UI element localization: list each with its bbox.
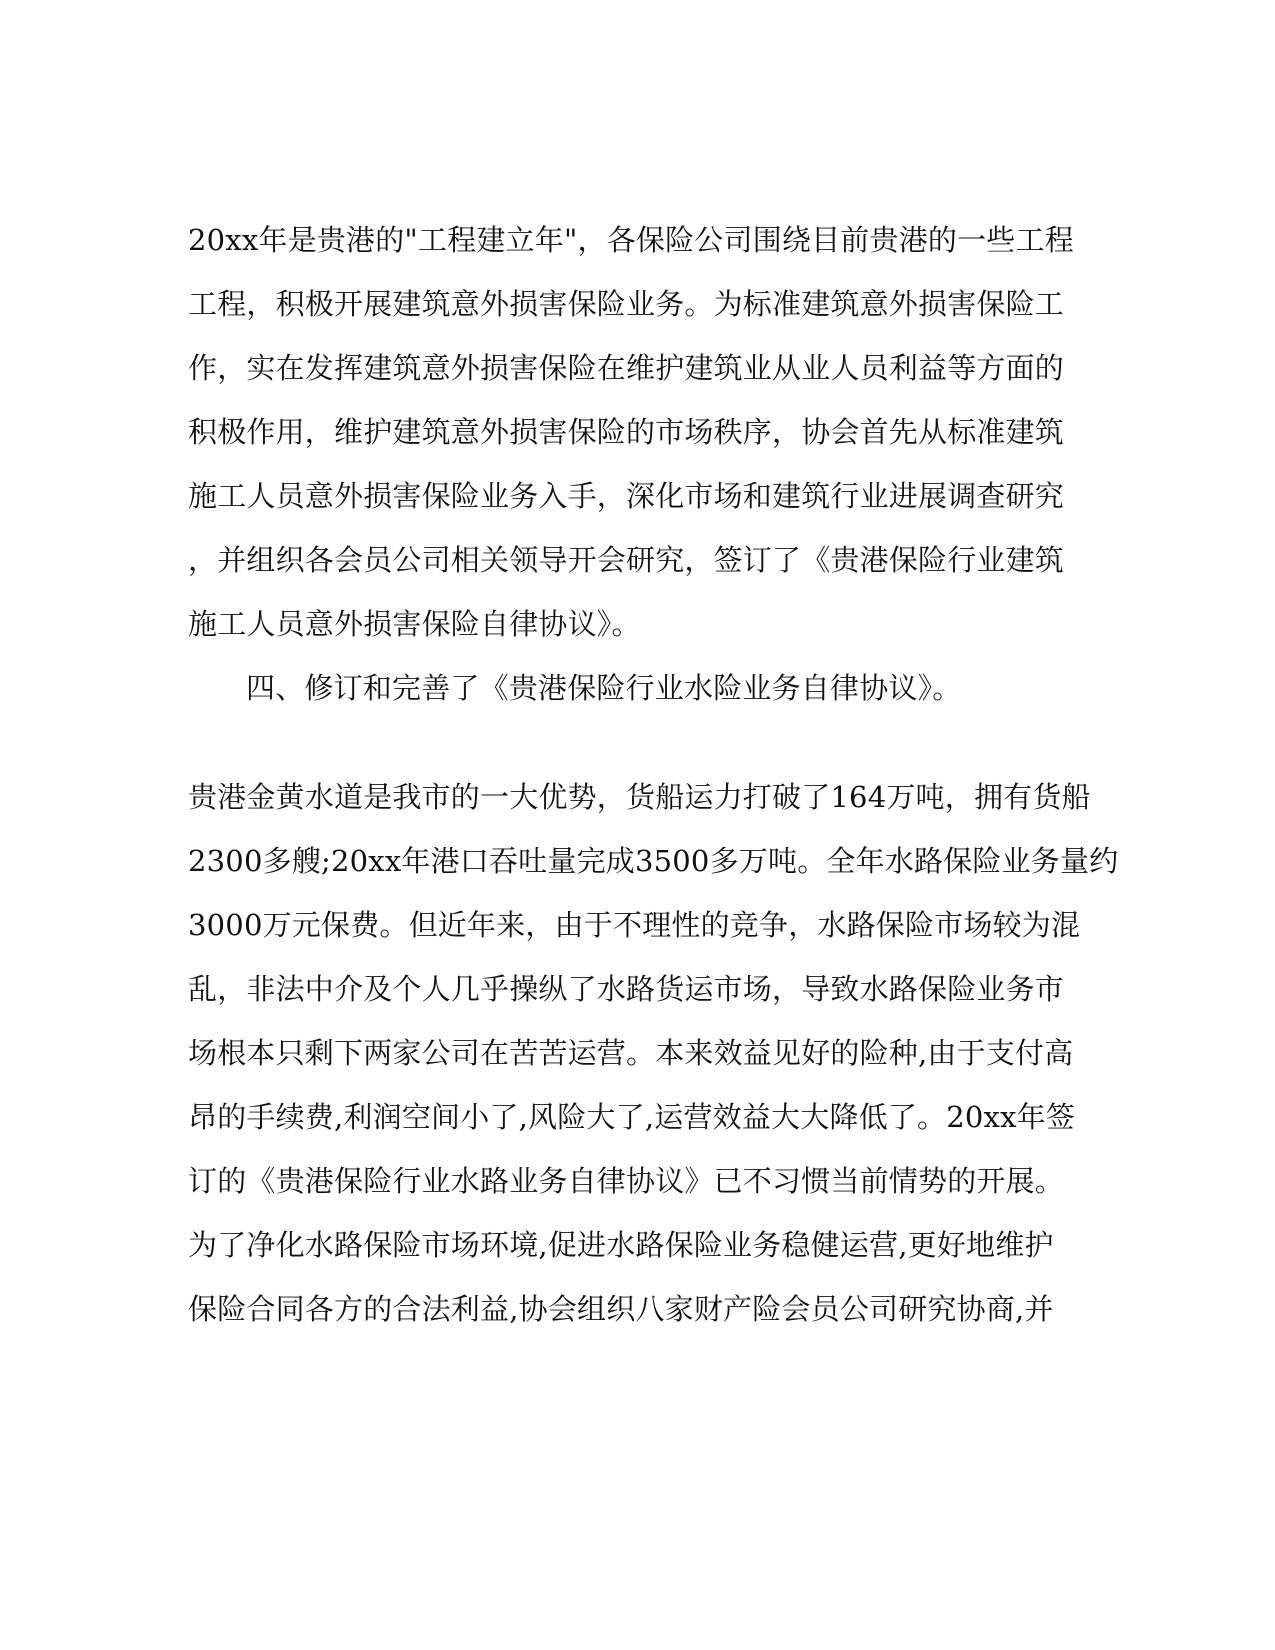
paragraph-1-line-4: 积极作用，维护建筑意外损害保险的市场秩序，协会首先从标准建筑 (188, 415, 1065, 449)
paragraph-1-line-5: 施工人员意外损害保险业务入手，深化市场和建筑行业进展调查研究 (188, 479, 1065, 513)
paragraph-3-line-3: 3000万元保费。但近年来，由于不理性的竞争，水路保险市场较为混 (188, 908, 1081, 942)
section-heading: 四、修订和完善了《贵港保险行业水险业务自律协议》。 (246, 671, 962, 705)
paragraph-3-line-4: 乱，非法中介及个人几乎操纵了水路货运市场，导致水路保险业务市 (188, 972, 1065, 1006)
paragraph-3-line-1: 贵港金黄水道是我市的一大优势，货船运力打破了164万吨，拥有货船 (188, 780, 1091, 814)
paragraph-1-line-7: 施工人员意外损害保险自律协议》。 (188, 607, 641, 641)
paragraph-1-line-3: 作，实在发挥建筑意外损害保险在维护建筑业从业人员利益等方面的 (188, 351, 1065, 385)
paragraph-1-line-2: 工程，积极开展建筑意外损害保险业务。为标准建筑意外损害保险工 (188, 287, 1065, 321)
paragraph-3-line-6: 昂的手续费,利润空间小了,风险大了,运营效益大大降低了。20xx年签 (188, 1100, 1076, 1134)
paragraph-3-line-7: 订的《贵港保险行业水路业务自律协议》已不习惯当前情势的开展。 (188, 1164, 1065, 1198)
paragraph-3-line-2: 2300多艘;20xx年港口吞吐量完成3500多万吨。全年水路保险业务量约 (188, 844, 1119, 878)
paragraph-3-line-8: 为了净化水路保险市场环境,促进水路保险业务稳健运营,更好地维护 (188, 1228, 1054, 1262)
paragraph-3-line-9: 保险合同各方的合法利益,协会组织八家财产险会员公司研究协商,并 (188, 1292, 1054, 1326)
paragraph-1-line-6: ，并组织各会员公司相关领导开会研究，签订了《贵港保险行业建筑 (188, 543, 1065, 577)
paragraph-1-line-1: 20xx年是贵港的"工程建立年"，各保险公司围绕目前贵港的一些工程 (188, 223, 1074, 257)
paragraph-3-line-5: 场根本只剩下两家公司在苦苦运营。本来效益见好的险种,由于支付高 (188, 1036, 1074, 1070)
